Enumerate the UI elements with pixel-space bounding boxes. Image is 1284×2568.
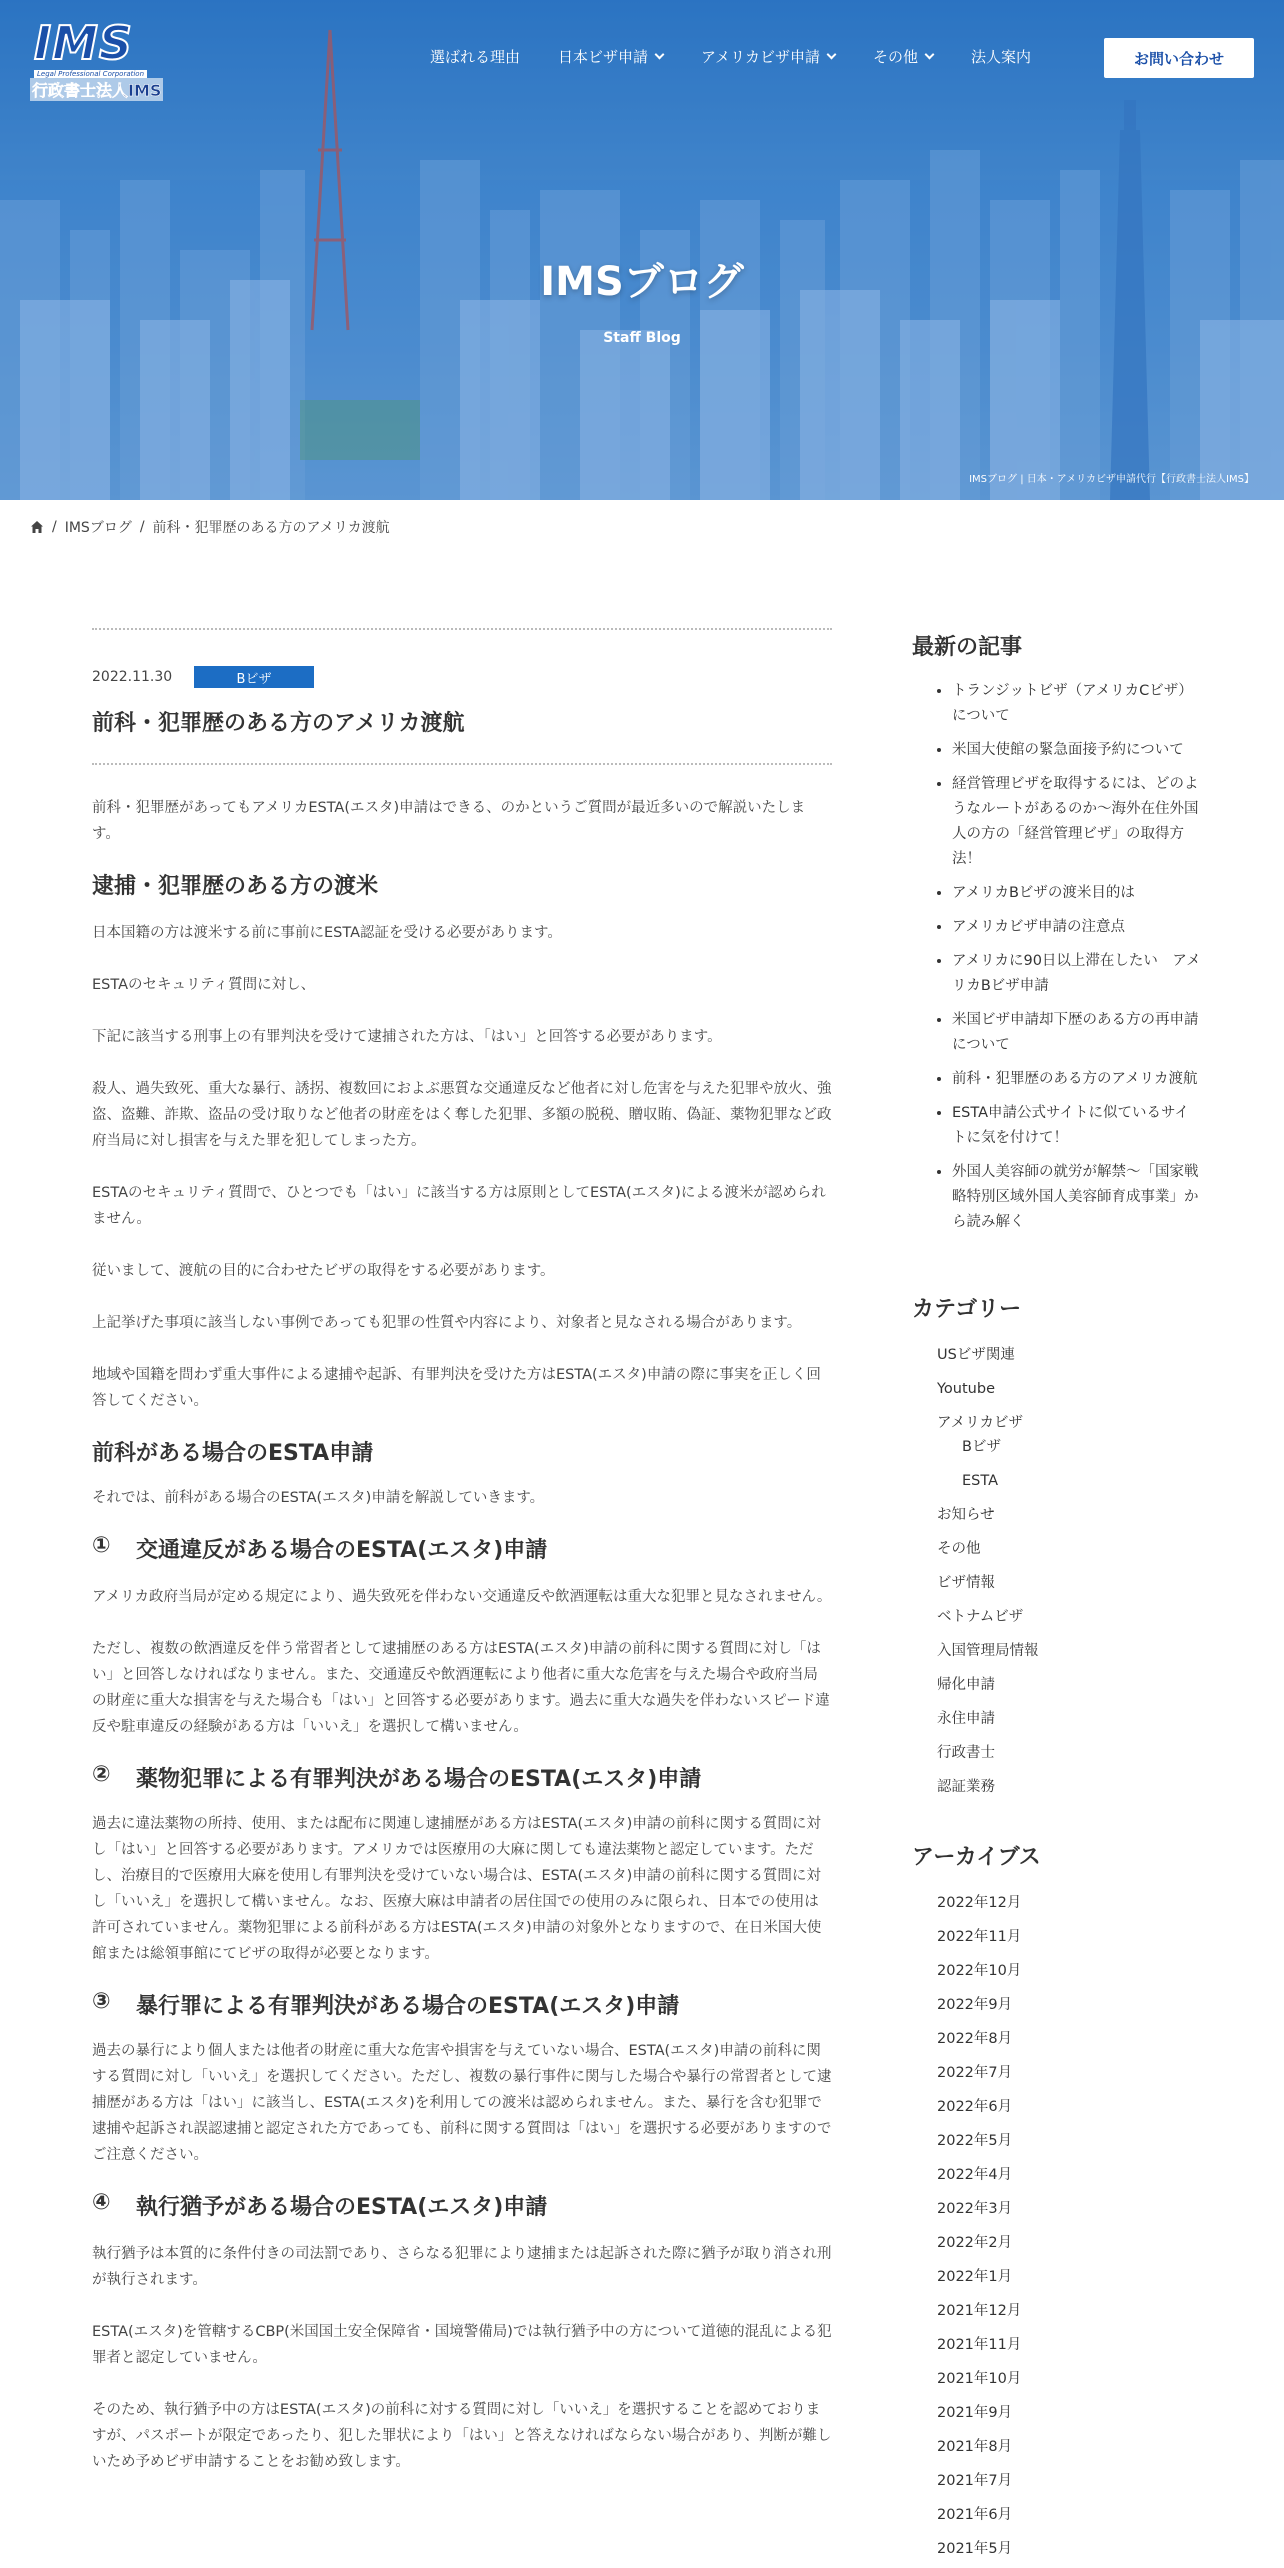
- chevron-down-icon: [655, 50, 665, 60]
- paragraph: 過去に違法薬物の所持、使用、または配布に関連し逮捕歴がある方はESTA(エスタ)申請の前科に関する質問に対し「はい」と回答する必要があります。アメリカでは医療用の大麻に関しても違法薬物と認定しています。ただし、治療目的で医療用大麻を使用し有罪判決を受けていない場合は、ESTA(エスタ)申請の前科に関する質問に対し「いいえ」を選択して構いません。なお、医療大麻は申請者の居住国での使用のみに限られ、日本での使用は許可されていません。薬物犯罪による前科がある方はESTA(エスタ)申請の対象外となりますので、在日米国大使館または総領事館にてビザの取得が必要となります。: [92, 1816, 822, 1962]
- subsection-number: ③: [92, 1989, 111, 2014]
- subsection-title: 暴行罪による有罪判決がある場合のESTA(エスタ)申請: [136, 1994, 680, 2019]
- paragraph: 日本国籍の方は渡米する前に事前にESTA認証を受ける必要があります。: [92, 925, 562, 941]
- category-link[interactable]: その他: [937, 1541, 981, 1557]
- recent-post-link[interactable]: • アメリカBビザの渡米目的は: [952, 881, 1212, 906]
- recent-post-link[interactable]: • 経営管理ビザを取得するには、どのようなルートがあるのか〜海外在住外国人の方の「経営管理ビザ」の取得方法！: [952, 772, 1212, 872]
- archive-link[interactable]: 2022年11月: [937, 1929, 1022, 1945]
- paragraph: ただし、複数の飲酒違反を伴う常習者として逮捕歴のある方はESTA(エスタ)申請の前科に関する質問に対し「はい」と回答しなければなりません。また、交通違反や飲酒運転により他者に重大な危害を与えた場合や政府当局の財産に重大な損害を与えた場合も「はい」と回答する必要があります。過去に重大な過失を伴わないスピード違反や駐車違反の経験がある方は「いいえ」を選択して構いません。: [92, 1641, 830, 1735]
- subsection-number: ④: [92, 2190, 111, 2215]
- subsection-heading: [92, 2190, 832, 2221]
- category-link[interactable]: ESTA: [962, 1473, 999, 1489]
- category-link[interactable]: ビザ情報: [937, 1575, 995, 1591]
- recent-posts-list: [912, 679, 1212, 1235]
- archive-link[interactable]: 2022年9月: [937, 1997, 1013, 2013]
- archive-link[interactable]: 2022年1月: [937, 2269, 1013, 2285]
- archive-link[interactable]: 2022年2月: [937, 2235, 1013, 2251]
- category-link[interactable]: 永住申請: [937, 1711, 995, 1727]
- recent-post-link[interactable]: • アメリカに90日以上滞在したい アメリカBビザ申請: [952, 949, 1212, 999]
- nav-item-company[interactable]: [971, 46, 1031, 67]
- subsection-heading: [92, 1533, 832, 1564]
- category-link[interactable]: 認証業務: [937, 1779, 995, 1795]
- recent-post-link[interactable]: • 米国ビザ申請却下歴のある方の再申請について: [952, 1008, 1212, 1058]
- category-badge[interactable]: Bビザ: [194, 666, 314, 688]
- category-link[interactable]: お知らせ: [937, 1507, 995, 1523]
- sidebar-heading-archives: アーカイブス: [912, 1845, 1041, 1870]
- category-link[interactable]: 行政書士: [937, 1745, 995, 1761]
- paragraph: 執行猶予は本質的に条件付きの司法罰であり、さらなる犯罪により逮捕または起訴された際に猶予が取り消され刑が執行されます。: [92, 2246, 832, 2288]
- breadcrumb-item-blog[interactable]: IMSブログ: [64, 520, 132, 536]
- chevron-down-icon: [925, 50, 935, 60]
- category-link[interactable]: 帰化申請: [937, 1677, 995, 1693]
- sidebar-heading-categories: カテゴリー: [912, 1297, 1022, 1322]
- paragraph: 下記に該当する刑事上の有罪判決を受けて逮捕された方は、「はい」と回答する必要があります。: [92, 1029, 722, 1045]
- archive-link[interactable]: 2022年12月: [937, 1895, 1022, 1911]
- subsection-title: 執行猶予がある場合のESTA(エスタ)申請: [136, 2195, 548, 2220]
- sidebar-categories: [912, 1292, 1212, 1811]
- breadcrumb-separator: /: [52, 519, 57, 535]
- chevron-down-icon: [827, 50, 837, 60]
- subsection-number: ①: [92, 1533, 111, 1558]
- paragraph: アメリカ政府当局が定める規定により、過失致死を伴わない交通違反や飲酒運転は重大な犯罪と見なされません。: [92, 1589, 832, 1605]
- divider: [92, 763, 832, 765]
- breadcrumb-item-current: 前科・犯罪歴のある方のアメリカ渡航: [152, 520, 390, 536]
- paragraph: ESTA(エスタ)を管轄するCBP(米国国土安全保障省・国境警備局)では執行猶予中の方について道徳的混乱による犯罪者と認定していません。: [92, 2324, 832, 2366]
- nav-label: 日本ビザ申請: [558, 48, 649, 66]
- recent-post-link[interactable]: • トランジットビザ（アメリカCビザ）について: [952, 679, 1212, 729]
- nav-item-japan-visa[interactable]: [558, 46, 663, 67]
- archive-link[interactable]: 2022年6月: [937, 2099, 1013, 2115]
- breadcrumb: [30, 517, 390, 537]
- archive-list: [912, 1893, 1212, 2568]
- category-link[interactable]: ベトナムビザ: [937, 1609, 1024, 1625]
- nav-label: 法人案内: [971, 48, 1032, 66]
- post-intro: 前科・犯罪歴があってもアメリカESTA(エスタ)申請はできる、のかというご質問が最近多いので解説いたします。: [92, 800, 806, 842]
- archive-link[interactable]: 2022年7月: [937, 2065, 1013, 2081]
- archive-link[interactable]: 2021年12月: [937, 2303, 1022, 2319]
- recent-post-link[interactable]: • ESTA申請公式サイトに似ているサイトに気を付けて！: [952, 1101, 1212, 1151]
- paragraph: 上記挙げた事項に該当しない事例であっても犯罪の性質や内容により、対象者と見なされる場合があります。: [92, 1315, 802, 1331]
- archive-link[interactable]: 2022年8月: [937, 2031, 1013, 2047]
- paragraph: 殺人、過失致死、重大な暴行、誘拐、複数回におよぶ悪質な交通違反など他者に対し危害を与えた犯罪や放火、強盗、盗難、詐欺、盗品の受け取りなど他者の財産をはく奪した犯罪、多額の脱税、贈収賄、偽証、薬物犯罪など政府当局に対し損害を与えた罪を犯してしまった方。: [92, 1081, 832, 1149]
- paragraph: 地域や国籍を問わず重大事件による逮捕や起訴、有罪判決を受けた方はESTA(エスタ)申請の際に事実を正しく回答してください。: [92, 1367, 821, 1409]
- company-logo[interactable]: [28, 16, 193, 100]
- section-heading: 前科がある場合のESTA申請: [92, 1441, 374, 1466]
- subsection-number: ②: [92, 1762, 111, 1787]
- subsection-title: 交通違反がある場合のESTA(エスタ)申請: [136, 1538, 548, 1563]
- archive-link[interactable]: 2022年4月: [937, 2167, 1013, 2183]
- category-link[interactable]: USビザ関連: [937, 1347, 1015, 1363]
- nav-label: その他: [872, 48, 918, 66]
- category-link[interactable]: アメリカビザ: [937, 1415, 1023, 1431]
- recent-post-link[interactable]: • アメリカビザ申請の注意点: [952, 915, 1212, 940]
- archive-link[interactable]: 2022年10月: [937, 1963, 1022, 1979]
- recent-post-link[interactable]: • 前科・犯罪歴のある方のアメリカ渡航: [952, 1067, 1212, 1092]
- logo-mark: IMS: [34, 16, 134, 70]
- contact-button[interactable]: お問い合わせ: [1104, 38, 1254, 78]
- archive-link[interactable]: 2022年5月: [937, 2133, 1013, 2149]
- archive-link[interactable]: 2021年7月: [937, 2473, 1013, 2489]
- paragraph: ESTAのセキュリティ質問で、ひとつでも「はい」に該当する方は原則としてESTA(エスタ)による渡米が認められません。: [92, 1185, 826, 1227]
- nav-item-us-visa[interactable]: [701, 46, 835, 67]
- sidebar-archives: [912, 1840, 1212, 2568]
- archive-link[interactable]: 2021年5月: [937, 2541, 1013, 2557]
- post-title: 前科・犯罪歴のある方のアメリカ渡航: [92, 711, 465, 736]
- nav-label: 選ばれる理由: [430, 48, 521, 66]
- paragraph: それでは、前科がある場合のESTA(エスタ)申請を解説していきます。: [92, 1490, 545, 1506]
- page-subtitle: Staff Blog: [603, 330, 681, 346]
- nav-item-other[interactable]: [873, 46, 933, 67]
- main-nav: [430, 46, 1069, 67]
- breadcrumb-separator: /: [139, 519, 145, 535]
- archive-link[interactable]: 2021年11月: [937, 2337, 1022, 2353]
- nav-item-reasons[interactable]: [430, 46, 520, 67]
- logo-company-name: 行政書士法人IMS: [30, 78, 163, 101]
- sidebar-heading-recent: 最新の記事: [912, 635, 1023, 660]
- divider: [92, 628, 832, 630]
- logo-subtitle: Legal Professional Corporation: [34, 70, 147, 78]
- category-link[interactable]: Bビザ: [962, 1439, 1001, 1455]
- post-meta: [92, 666, 832, 688]
- category-link[interactable]: 入国管理局情報: [937, 1643, 1039, 1659]
- subsection-heading: [92, 1762, 832, 1793]
- hero-banner: [0, 0, 1284, 500]
- nav-label: アメリカビザ申請: [701, 48, 820, 66]
- archive-link[interactable]: 2021年6月: [937, 2507, 1013, 2523]
- subsection-title: 薬物犯罪による有罪判決がある場合のESTA(エスタ)申請: [136, 1767, 702, 1792]
- archive-link[interactable]: 2022年3月: [937, 2201, 1013, 2217]
- paragraph: そのため、執行猶予中の方はESTA(エスタ)の前科に対する質問に対し「いいえ」を選択することを認めておりますが、パスポートが限定であったり、犯した罪状により「はい」と答えなければならない場合があり、判断が難しいため予めビザ申請することをお勧め致します。: [92, 2402, 832, 2470]
- recent-post-link[interactable]: • 米国大使館の緊急面接予約について: [952, 738, 1212, 763]
- section-heading: 逮捕・犯罪歴のある方の渡米: [92, 874, 379, 899]
- paragraph: ESTAのセキュリティ質問に対し、: [92, 977, 316, 993]
- paragraph: 従いまして、渡航の目的に合わせたビザの取得をする必要があります。: [92, 1263, 555, 1279]
- post-date: 2022.11.30: [92, 669, 173, 685]
- article: [92, 628, 832, 2475]
- category-list: [912, 1345, 1212, 1811]
- archive-link[interactable]: 2021年9月: [937, 2405, 1013, 2421]
- home-icon[interactable]: [30, 520, 44, 534]
- page-title: IMSブログ: [540, 259, 744, 305]
- recent-post-link[interactable]: • 外国人美容師の就労が解禁〜「国家戦略特別区域外国人美容師育成事業」から読み解く: [952, 1160, 1212, 1235]
- archive-link[interactable]: 2021年10月: [937, 2371, 1022, 2387]
- hero-caption: IMSブログ | 日本・アメリカビザ申請代行【行政書士法人IMS】: [969, 474, 1254, 485]
- subsection-heading: [92, 1989, 832, 2020]
- paragraph: 過去の暴行により個人または他者の財産に重大な危害や損害を与えていない場合、ESTA(エスタ)申請の前科に関する質問に対し「いいえ」を選択してください。ただし、複数の暴行事件に関与した場合や暴行の常習者として逮捕歴がある方は「はい」に該当し、ESTA(エスタ)を利用しての渡米は認められません。また、暴行を含む犯罪で逮捕や起訴され誤認逮捕と認定された方であっても、前科に関する質問は「はい」を選択する必要がありますのでご注意ください。: [92, 2043, 832, 2163]
- sidebar: [912, 630, 1212, 1244]
- archive-link[interactable]: 2021年8月: [937, 2439, 1013, 2455]
- category-link[interactable]: Youtube: [937, 1381, 995, 1397]
